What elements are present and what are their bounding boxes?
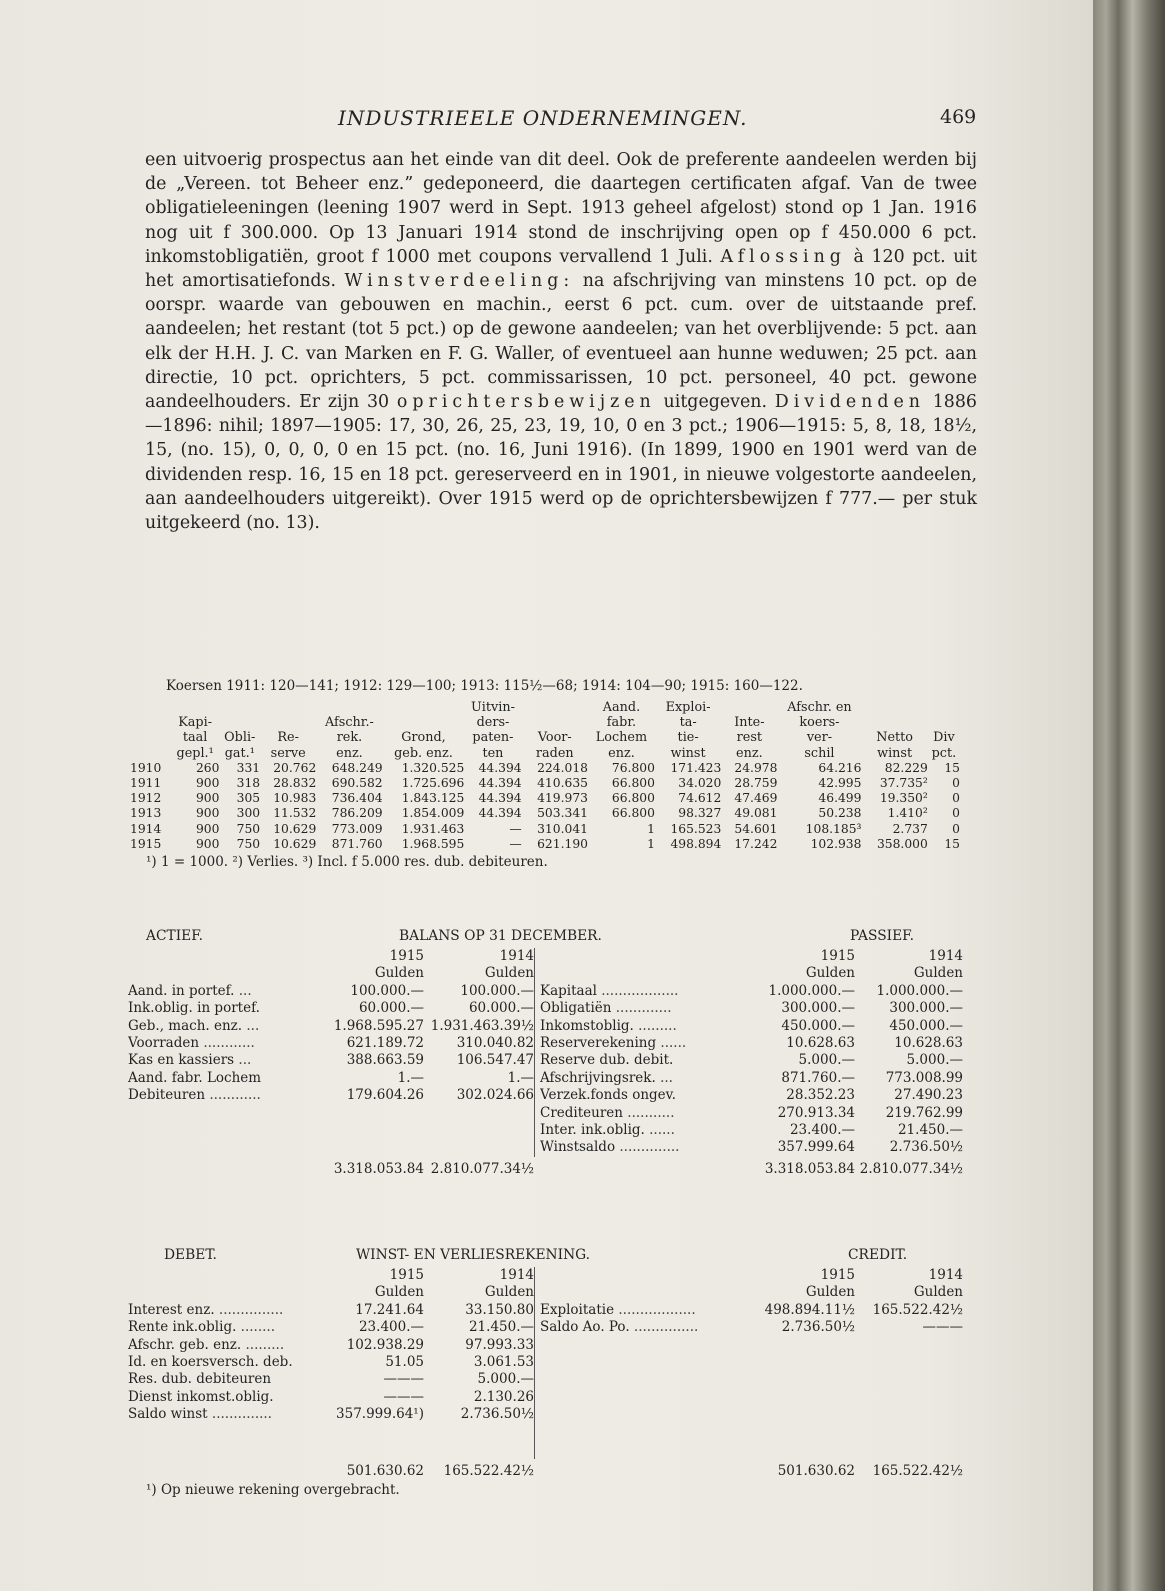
table-cell: 44.394: [478, 806, 522, 821]
column-header: Afschr.- rek. enz.: [325, 715, 374, 761]
ledger-row: [128, 1302, 534, 1319]
ledger-row: [540, 1052, 963, 1069]
table-cell: 498.894: [670, 836, 722, 851]
amount-1914: 450.000.—: [889, 1017, 963, 1034]
amount-1914: 21.450.—: [897, 1121, 963, 1138]
total-1914: 165.522.42½: [443, 1463, 534, 1479]
amount-1915: 179.604.26: [346, 1087, 424, 1104]
year-1914: 1914: [928, 948, 963, 964]
credit-column: [534, 1267, 963, 1459]
table-row: [130, 806, 960, 821]
amount-1915: 102.938.29: [346, 1336, 424, 1353]
table-cell: 17.242: [734, 836, 778, 851]
table-cell: 42.995: [818, 776, 862, 791]
column-header: Netto winst: [876, 730, 914, 761]
unit-label: Gulden: [805, 1284, 855, 1301]
row-year: 1910: [130, 760, 162, 775]
ledger-label: Interest enz.: [128, 1301, 215, 1318]
table-cell: 1.931.463: [401, 821, 465, 836]
table-cell: 19.350²: [879, 791, 928, 806]
row-year: 1915: [130, 836, 162, 851]
leader-dots: ............: [199, 1034, 255, 1051]
total-1914: 2.810.077.34½: [430, 1160, 534, 1177]
year-1914: 1914: [928, 1267, 963, 1283]
amount-1915: 450.000.—: [781, 1017, 855, 1034]
financial-history-table: [130, 700, 960, 870]
table-cell: 900: [195, 776, 220, 791]
ledger-row: [128, 1319, 534, 1336]
winst-footnote: ¹) Op nieuwe rekening overgebracht.: [146, 1482, 400, 1498]
ledger-label: Verzek.fonds ongev.: [540, 1087, 676, 1104]
balans-totals: [128, 1161, 963, 1177]
amount-1914: 3.061.53: [473, 1353, 534, 1370]
table-cell: 11.532: [273, 806, 317, 821]
table-cell: 331: [236, 760, 261, 775]
book-spine: [1093, 0, 1165, 1591]
ledger-row: [540, 1035, 963, 1052]
body-paragraph: [145, 148, 977, 535]
ledger-row: [540, 1302, 963, 1319]
table-cell: 0: [952, 821, 960, 836]
text-segment: na afschrijving van minstens 10 pct. op de oorspr. waarde van gebouwen en machin., eerst 6 pct. cum. over de uitstaande pref. aandeelen; het restant (tot 5 pct.) op de gewone aandeelen; van het overblijvende: 5 pct. aan elk der H.H. J. C. van Marken en F. G. Waller, of eventueel aan hunne weduwen; 25 pct. aan directie, 10 pct. oprichters, 5 pct. commissarissen, 10 pct. personeel, 40 pct. gewone aandeelhouders. Er zijn 30: [145, 271, 978, 413]
column-header: Aand. fabr. Lochem enz.: [595, 700, 648, 761]
leader-dots: ...............: [629, 1319, 699, 1336]
amount-1914: 5.000.—: [477, 1371, 534, 1388]
amount-1915: 23.400.—: [358, 1319, 424, 1336]
table-row: [130, 761, 960, 776]
balans-section: [128, 928, 963, 1177]
amount-1914: 219.762.99: [885, 1104, 963, 1121]
amount-1914: 1.931.463.39½: [430, 1017, 534, 1034]
ledger-row: [128, 1371, 534, 1388]
spaced-term-winstverdeeling: Winstverdeeling:: [344, 271, 575, 292]
winst-totals: [128, 1463, 963, 1479]
text-segment: 1886—1896: nihil; 1897—1905: 17, 30, 26, 25, 23, 19, 10, 0 en 3 pct.; 1906—1915: 5, 8, 18, 18½, 15, (no. 15), 0, 0, 0, 0 en 15 pct. (no. 16, Juni 1916). (In 1899, 1900 en 1901 werd van de dividenden resp. 16, 15 en 18 pct. gereserveerd en in 1901, in nieuwe volgestorte aandeelen, aan aandeelhouders uitgereikt). Over 1915 werd op de oprichtersbewijzen f 777.— per stuk uitgekeerd (no. 13).: [145, 392, 977, 534]
column-header: Inte- rest enz.: [734, 715, 765, 761]
table-cell: 900: [195, 821, 220, 836]
amount-1915: 17.241.64: [355, 1301, 424, 1318]
table-cell: 108.185³: [805, 821, 862, 836]
ledger-label: Afschr. geb. enz.: [128, 1336, 242, 1353]
ledger-label: Reserve dub. debit.: [540, 1052, 674, 1069]
ledger-row: [540, 1105, 963, 1122]
table-cell: 28.759: [734, 776, 778, 791]
total-1915: 501.630.62: [777, 1463, 855, 1479]
column-header: Div pct.: [931, 730, 957, 761]
unit-label: Gulden: [913, 965, 963, 982]
year-1915: 1915: [820, 948, 855, 964]
table-cell: 47.469: [734, 791, 778, 806]
row-year: 1914: [130, 821, 162, 836]
table-cell: 1.843.125: [401, 791, 465, 806]
ledger-row: [540, 1087, 963, 1104]
amount-1914: ———: [922, 1319, 963, 1336]
ledger-label: Res. dub. debiteuren: [128, 1371, 272, 1388]
ledger-row: [128, 1406, 534, 1423]
total-1914: 2.810.077.34½: [859, 1160, 963, 1177]
table-cell: 66.800: [611, 806, 655, 821]
ledger-label: Aand. fabr. Lochem: [128, 1069, 262, 1086]
passief-column: [534, 948, 963, 1157]
column-header: Exploi- ta- tie- winst: [665, 700, 711, 761]
table-cell: 310.041: [537, 821, 588, 836]
table-cell: 900: [195, 806, 220, 821]
table-cell: 648.249: [331, 760, 383, 775]
amount-1914: 300.000.—: [889, 1000, 963, 1017]
table-cell: 224.018: [537, 760, 588, 775]
table-cell: 260: [195, 760, 220, 775]
ledger-row: [128, 1035, 534, 1052]
amount-1915: 1.968.595.27: [333, 1017, 424, 1034]
leader-dots: ..................: [596, 982, 679, 999]
table-cell: 503.341: [537, 806, 588, 821]
table-cell: 0: [952, 776, 960, 791]
leader-dots: ......: [644, 1121, 675, 1138]
year-1915: 1915: [820, 1267, 855, 1283]
table-cell: 1.410²: [887, 806, 928, 821]
table-cell: 66.800: [611, 791, 655, 806]
table-cell: 1: [647, 836, 655, 851]
unit-label: Gulden: [374, 965, 424, 982]
ledger-label: Saldo Ao. Po.: [540, 1319, 630, 1336]
ledger-label: Voorraden: [128, 1034, 200, 1051]
column-header: Uitvin- ders- paten- ten: [470, 700, 515, 761]
table-cell: 1.320.525: [401, 760, 465, 775]
row-year: 1912: [130, 791, 162, 806]
ledger-label: Kas en kassiers: [128, 1052, 235, 1069]
ledger-label: Ink.oblig. in portef.: [128, 1000, 260, 1017]
amount-1915: ———: [383, 1371, 424, 1388]
text-segment: een uitvoerig prospectus aan het einde van dit deel. Ook de preferente aandeelen werden bij de „Vereen. tot Beheer enz.” gedeponeerd, die daartegen certificaten afgaf. Van de twee obligatieleeningen (leening 1907 werd in Sept. 1913 geheel afgelost) stond op 1 Jan. 1916 nog uit f 300.000. Op 13 Januari 1914 stond de inschrijving open op f 450.000 6 pct. inkomstobligatiën, groot f 1000 met coupons vervallend 1 Juli.: [145, 150, 977, 267]
table-cell: 34.020: [678, 776, 722, 791]
table-cell: 49.081: [734, 806, 778, 821]
text-segment: uitgegeven.: [655, 392, 775, 413]
table-cell: —: [509, 821, 522, 836]
debet-heading: DEBET.: [164, 1247, 217, 1263]
ledger-row: [540, 1018, 963, 1035]
table-cell: 318: [236, 776, 261, 791]
table-cell: 20.762: [273, 760, 317, 775]
amount-1914: 100.000.—: [460, 982, 534, 999]
table-cell: 82.229: [884, 760, 928, 775]
year-1915: 1915: [389, 948, 424, 964]
ledger-label: Inkomstoblig.: [540, 1017, 634, 1034]
text-segment: à 120 pct. uit het amortisatiefonds.: [145, 246, 977, 292]
column-header: Voor- raden: [535, 730, 574, 761]
year-1915: 1915: [389, 1267, 424, 1283]
ledger-row: [128, 1087, 534, 1104]
ledger-label: Kapitaal: [540, 982, 597, 999]
leader-dots: ..............: [207, 1406, 272, 1423]
amount-1915: 28.352.23: [786, 1087, 855, 1104]
ledger-label: Crediteuren: [540, 1104, 623, 1121]
column-header: Grond, geb. enz.: [394, 730, 453, 761]
row-year: 1911: [130, 776, 162, 791]
ledger-row: [128, 1070, 534, 1087]
credit-heading: CREDIT.: [848, 1247, 908, 1263]
amount-1914: 310.040.82: [456, 1034, 534, 1051]
actief-heading: ACTIEF.: [146, 928, 204, 944]
amount-1915: 270.913.34: [777, 1104, 855, 1121]
balans-title: BALANS OP 31 DECEMBER.: [399, 928, 602, 944]
amount-1914: 33.150.80: [465, 1301, 534, 1318]
leader-dots: ............: [205, 1087, 261, 1104]
table-cell: 900: [195, 791, 220, 806]
table-cell: 1: [647, 821, 655, 836]
table-cell: 76.800: [611, 760, 655, 775]
leader-dots: .........: [633, 1017, 677, 1034]
amount-1914: 165.522.42½: [872, 1301, 963, 1318]
amount-1914: 21.450.—: [468, 1319, 534, 1336]
amount-1914: 1.000.000.—: [876, 982, 963, 999]
unit-label: Gulden: [484, 965, 534, 982]
ledger-row: [128, 1389, 534, 1406]
ledger-label: Saldo winst: [128, 1406, 208, 1423]
leader-dots: ...: [655, 1069, 673, 1086]
table-cell: 750: [236, 821, 261, 836]
table-cell: 736.404: [331, 791, 383, 806]
amount-1914: 2.736.50½: [889, 1139, 963, 1156]
leader-dots: ......: [656, 1034, 687, 1051]
amount-1914: 97.993.33: [465, 1336, 534, 1353]
amount-1914: 2.130.26: [473, 1388, 534, 1405]
winst-title: WINST- EN VERLIESREKENING.: [356, 1247, 591, 1263]
ledger-label: Obligatiën: [540, 1000, 612, 1017]
ledger-row: [128, 1018, 534, 1035]
unit-label: Gulden: [374, 1284, 424, 1301]
table-cell: 50.238: [818, 806, 862, 821]
leader-dots: .............: [611, 1000, 672, 1017]
table-cell: 37.735²: [879, 776, 928, 791]
spaced-term-dividenden: Dividenden: [774, 392, 925, 413]
table-cell: 10.983: [273, 791, 317, 806]
table-cell: 66.800: [611, 776, 655, 791]
table-cell: 750: [236, 836, 261, 851]
unit-label: Gulden: [484, 1284, 534, 1301]
table-cell: 0: [952, 791, 960, 806]
table-footnote: ¹) 1 = 1000. ²) Verlies. ³) Incl. f 5.000 res. dub. debiteuren.: [146, 854, 548, 871]
leader-dots: ...............: [214, 1301, 284, 1318]
ledger-label: Winstsaldo: [540, 1139, 616, 1156]
table-cell: 410.635: [537, 776, 588, 791]
ledger-label: Geb., mach. enz.: [128, 1017, 243, 1034]
amount-1914: 27.490.23: [894, 1087, 963, 1104]
column-header: Afschr. en koers- ver- schil: [787, 700, 852, 761]
total-1914: 165.522.42½: [872, 1463, 963, 1479]
leader-dots: .........: [241, 1336, 285, 1353]
ledger-row: [128, 1354, 534, 1371]
total-1915: 501.630.62: [346, 1463, 424, 1479]
table-row: [130, 822, 960, 837]
debet-column: [128, 1267, 534, 1459]
row-year: 1913: [130, 806, 162, 821]
leader-dots: ..............: [615, 1139, 680, 1156]
table-cell: 10.629: [273, 836, 317, 851]
column-header: [130, 700, 171, 761]
ledger-row: [128, 983, 534, 1000]
table-cell: 871.760: [331, 836, 383, 851]
table-cell: 10.629: [273, 821, 317, 836]
amount-1915: ———: [383, 1388, 424, 1405]
ledger-row: [128, 1000, 534, 1017]
page-number: 469: [940, 106, 977, 128]
amount-1915: 357.999.64: [777, 1139, 855, 1156]
table-cell: 28.832: [273, 776, 317, 791]
table-cell: 24.978: [734, 760, 778, 775]
amount-1914: 773.008.99: [885, 1069, 963, 1086]
amount-1915: 621.189.72: [346, 1034, 424, 1051]
column-header: Kapi- taal gepl.¹: [176, 715, 214, 761]
table-cell: 2.737: [892, 821, 928, 836]
ledger-label: Exploitatie: [540, 1301, 615, 1318]
year-1914: 1914: [499, 1267, 534, 1283]
amount-1914: 5.000.—: [906, 1052, 963, 1069]
table-cell: 171.423: [670, 760, 722, 775]
table-cell: 1.725.696: [401, 776, 465, 791]
table-cell: 621.190: [537, 836, 588, 851]
table-cell: 46.499: [818, 791, 862, 806]
amount-1915: 10.628.63: [786, 1034, 855, 1051]
amount-1914: 60.000.—: [468, 1000, 534, 1017]
table-cell: 54.601: [734, 821, 778, 836]
amount-1915: 498.894.11½: [764, 1301, 855, 1318]
ledger-row: [128, 1052, 534, 1069]
table-row: [130, 791, 960, 806]
ledger-label: Rente ink.oblig.: [128, 1319, 237, 1336]
table-cell: 15: [944, 760, 960, 775]
table-cell: 102.938: [810, 836, 862, 851]
spaced-term-aflossing: Aflossing: [720, 246, 846, 267]
table-cell: —: [509, 836, 522, 851]
amount-1915: 51.05: [385, 1353, 424, 1370]
ledger-row: [540, 983, 963, 1000]
unit-label: Gulden: [913, 1284, 963, 1301]
ledger-label: Aand. in portef.: [128, 982, 235, 999]
table-cell: 0: [952, 806, 960, 821]
table-cell: 773.009: [331, 821, 383, 836]
passief-heading: PASSIEF.: [850, 928, 914, 944]
table-cell: 300: [236, 806, 261, 821]
amount-1915: 23.400.—: [789, 1121, 855, 1138]
ledger-label: Inter. ink.oblig.: [540, 1121, 645, 1138]
amount-1915: 871.760.—: [781, 1069, 855, 1086]
table-cell: 1.968.595: [401, 836, 465, 851]
leader-dots: ...: [242, 1017, 260, 1034]
ledger-row: [540, 1070, 963, 1087]
ledger-row: [540, 1000, 963, 1017]
spaced-term-oprichtersbewijzen: oprichtersbewijzen: [396, 392, 656, 413]
amount-1914: 302.024.66: [456, 1087, 534, 1104]
total-1915: 3.318.053.84: [333, 1160, 424, 1177]
ledger-label: Dienst inkomst.oblig.: [128, 1388, 274, 1405]
total-1915: 3.318.053.84: [764, 1160, 855, 1177]
amount-1915: 1.000.000.—: [768, 982, 855, 999]
ledger-label: Reserverekening: [540, 1034, 657, 1051]
ledger-row: [540, 1122, 963, 1139]
koersen-line: Koersen 1911: 120—141; 1912: 129—100; 1913: 115½—68; 1914: 104—90; 1915: 160—122.: [166, 678, 803, 694]
table-cell: 900: [195, 836, 220, 851]
ledger-label: Debiteuren: [128, 1087, 206, 1104]
ledger-row: [540, 1139, 963, 1156]
page-header: [0, 106, 1093, 134]
amount-1914: 1.—: [507, 1069, 534, 1086]
amount-1915: 1.—: [397, 1069, 424, 1086]
table-cell: 690.582: [331, 776, 383, 791]
table-cell: 44.394: [478, 791, 522, 806]
actief-column: [128, 948, 534, 1157]
amount-1915: 5.000.—: [798, 1052, 855, 1069]
table-row: [130, 776, 960, 791]
amount-1915: 388.663.59: [346, 1052, 424, 1069]
table-cell: 419.973: [537, 791, 588, 806]
amount-1914: 106.547.47: [456, 1052, 534, 1069]
table-cell: 165.523: [670, 821, 722, 836]
leader-dots: ..................: [614, 1301, 696, 1318]
column-header: Re- serve: [270, 730, 306, 761]
table-cell: 15: [944, 836, 960, 851]
ledger-label: Afschrijvingsrek.: [540, 1069, 656, 1086]
table-cell: 1.854.009: [401, 806, 465, 821]
table-cell: 358.000: [876, 836, 928, 851]
ledger-row: [128, 1337, 534, 1354]
leader-dots: ...: [234, 982, 252, 999]
leader-dots: ........: [236, 1319, 276, 1336]
column-header: Obli- gat.¹: [224, 730, 256, 761]
table-cell: 98.327: [678, 806, 722, 821]
amount-1915: 100.000.—: [350, 982, 424, 999]
leader-dots: ...........: [622, 1104, 675, 1121]
amount-1915: 357.999.64¹): [336, 1406, 424, 1423]
amount-1915: 300.000.—: [781, 1000, 855, 1017]
table-cell: 44.394: [478, 760, 522, 775]
amount-1915: 2.736.50½: [781, 1319, 855, 1336]
year-1914: 1914: [499, 948, 534, 964]
table-row: [130, 837, 960, 852]
unit-label: Gulden: [805, 965, 855, 982]
table-cell: 786.209: [331, 806, 383, 821]
amount-1915: 60.000.—: [358, 1000, 424, 1017]
table-cell: 44.394: [478, 776, 522, 791]
leader-dots: ...: [234, 1052, 252, 1069]
amount-1914: 10.628.63: [894, 1034, 963, 1051]
running-title: INDUSTRIEELE ONDERNEMINGEN.: [338, 106, 748, 130]
table-cell: 305: [236, 791, 261, 806]
ledger-label: Id. en koersversch. deb.: [128, 1353, 293, 1370]
table-cell: 64.216: [818, 760, 862, 775]
winst-verlies-section: [128, 1247, 963, 1479]
amount-1914: 2.736.50½: [460, 1406, 534, 1423]
table-cell: 74.612: [678, 791, 722, 806]
ledger-row: [540, 1319, 963, 1336]
